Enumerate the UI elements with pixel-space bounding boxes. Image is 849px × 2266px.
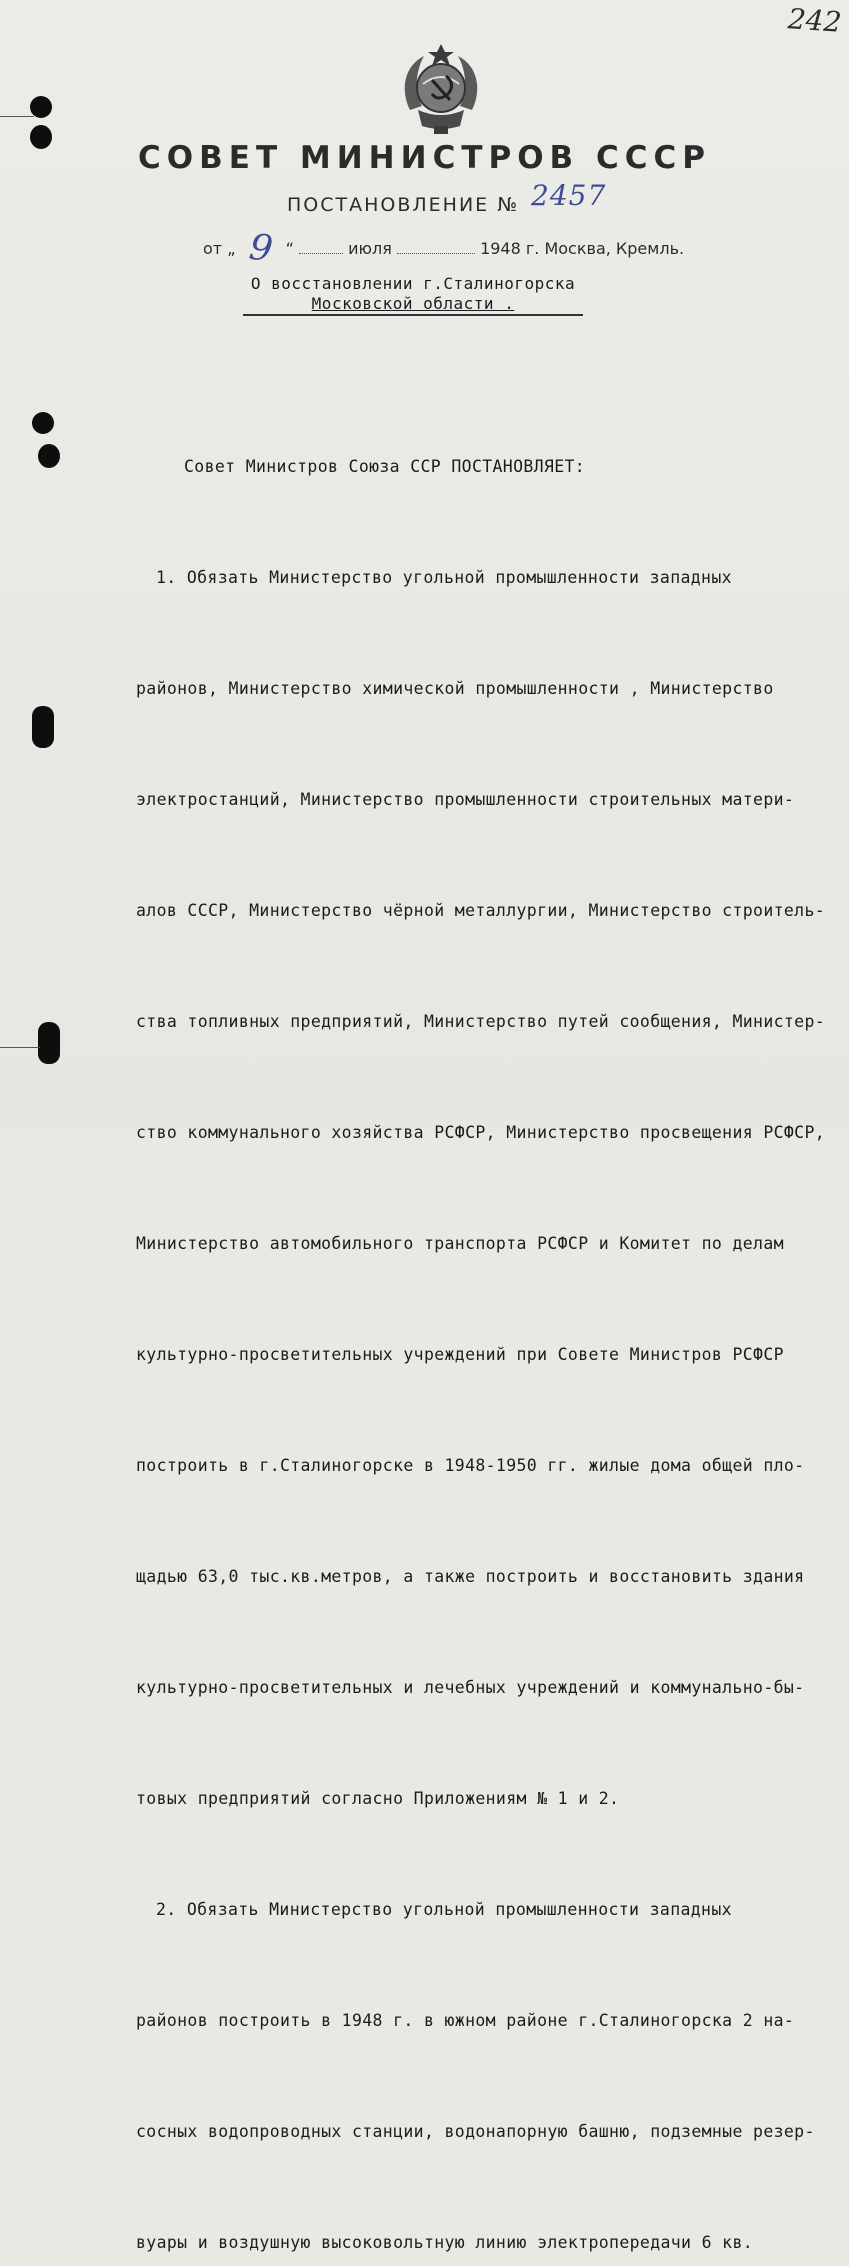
decree-heading: [287, 179, 607, 218]
body-line: 1. Обязать Министерство угольной промышленности западных: [156, 568, 732, 587]
body-line: ства топливных предприятий, Министерство путей сообщения, Министер-: [136, 1012, 826, 1031]
body-line: ство коммунального хозяйства РСФСР, Министерство просвещения РСФСР,: [136, 1123, 826, 1142]
body-line: районов построить в 1948 г. в южном районе г.Сталиногорска 2 на-: [136, 2011, 795, 2030]
body-line: районов, Министерство химической промышленности , Министерство: [136, 679, 774, 698]
date-quote-close: “: [285, 239, 294, 258]
decree-subject: [243, 274, 583, 314]
decree-body: [136, 374, 840, 2266]
margin-tick: [0, 1047, 40, 1048]
date-line: [203, 222, 685, 271]
subject-line-1: О восстановлении г.Сталиногорска: [250, 274, 576, 293]
subject-line-2: Московской области .: [311, 294, 515, 313]
punch-hole: [32, 706, 54, 748]
ussr-coat-of-arms-icon: [398, 40, 484, 136]
body-line: сосных водопроводных станции, водонапорную башню, подземные резер-: [136, 2122, 815, 2141]
punch-hole: [30, 96, 52, 118]
body-line: электростанций, Министерство промышленности строительных матери-: [136, 790, 795, 809]
date-day-handwritten: 9: [246, 226, 275, 271]
body-line: вуары и воздушную высоковольтную линию электропередачи 6 кв.: [136, 2233, 754, 2252]
body-line: Министерство автомобильного транспорта РСФСР и Комитет по делам: [136, 1234, 784, 1253]
decree-label: ПОСТАНОВЛЕНИЕ №: [287, 194, 519, 216]
body-line: построить в г.Сталиногорске в 1948-1950 гг. жилые дома общей пло-: [136, 1456, 805, 1475]
body-line: щадью 63,0 тыс.кв.метров, а также построить и восстановить здания: [136, 1567, 805, 1586]
punch-hole: [32, 412, 54, 434]
decree-number-handwritten: 2457: [531, 179, 607, 212]
body-line: культурно-просветительных и лечебных учреждений и коммунально-бы-: [136, 1678, 805, 1697]
punch-hole: [38, 444, 60, 468]
date-place: г. Москва, Кремль.: [525, 239, 685, 258]
council-title: СОВЕТ МИНИСТРОВ СССР: [138, 140, 711, 176]
date-month: июля: [348, 239, 392, 258]
date-prefix: от „: [203, 239, 236, 258]
date-year: 1948: [480, 239, 521, 258]
margin-tick: [0, 116, 34, 117]
body-line: 2. Обязать Министерство угольной промышленности западных: [156, 1900, 732, 1919]
archive-page-number: 242: [786, 2, 843, 39]
date-dots: [397, 253, 475, 254]
body-line: товых предприятий согласно Приложениям № 1 и 2.: [136, 1789, 620, 1808]
punch-hole: [38, 1022, 60, 1064]
date-dots: [299, 253, 343, 254]
body-line: Совет Министров Союза ССР ПОСТАНОВЛЯЕТ:: [184, 457, 586, 476]
subject-underline: [243, 314, 583, 316]
body-line: культурно-просветительных учреждений при Совете Министров РСФСР: [136, 1345, 784, 1364]
body-line: алов СССР, Министерство чёрной металлургии, Министерство строитель-: [136, 901, 826, 920]
